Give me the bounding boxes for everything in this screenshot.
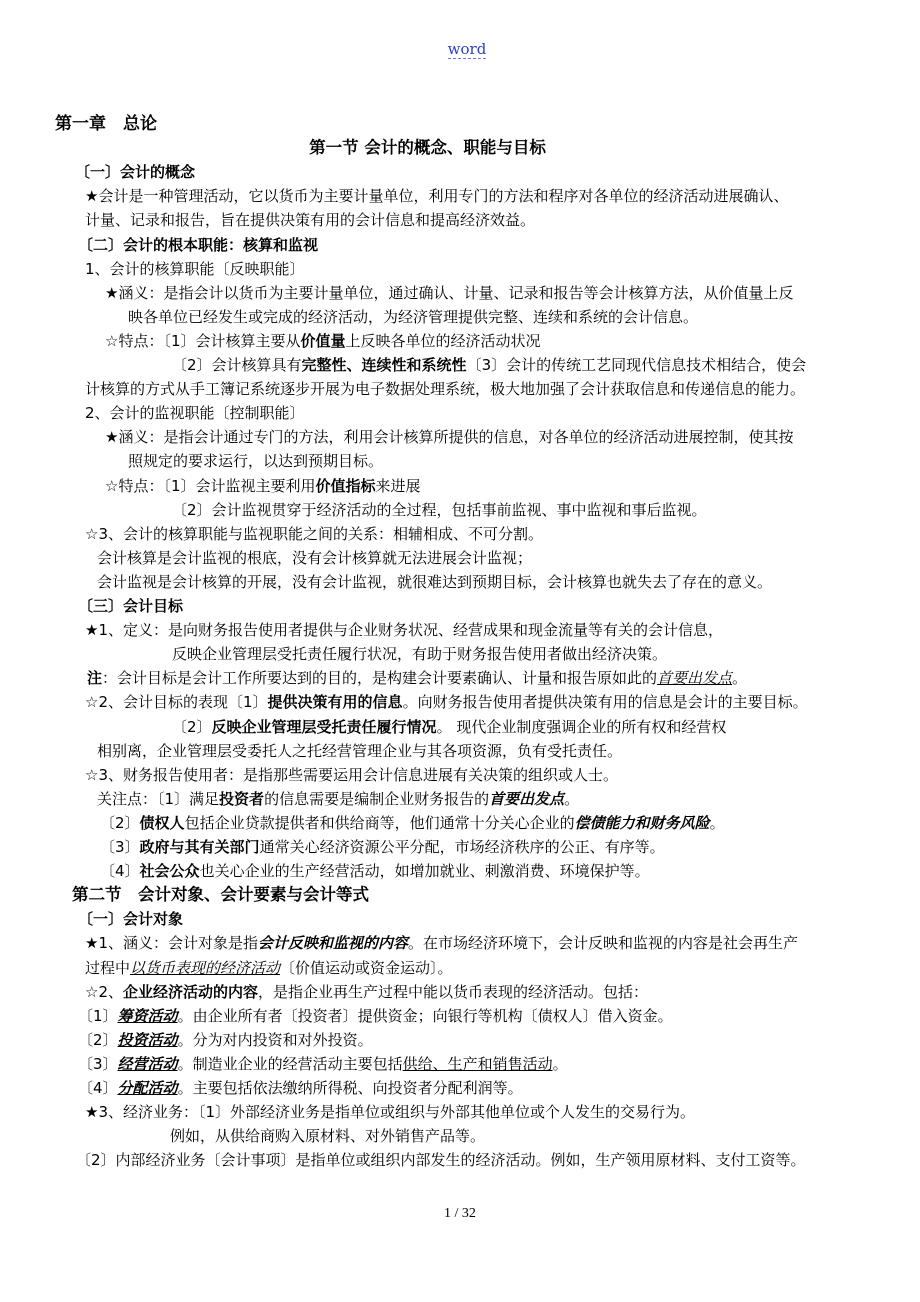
- paragraph-line: [128, 305, 698, 329]
- section-title: [72, 883, 369, 907]
- text-run: 。由企业所有者〔投资者〕提供资金；向银行等机构〔债权人〕借入资金。: [177, 1006, 673, 1025]
- text-run: 。 现代企业制度强调企业的所有权和经营权: [436, 717, 727, 736]
- text-run: ★涵义：是指会计通过专门的方法，利用会计核算所提供的信息，对各单位的经济活动进展控制，使其按: [105, 428, 794, 447]
- emphasized-text: 注: [87, 669, 103, 688]
- paragraph-line: [78, 1076, 523, 1100]
- text-run: 映各单位已经发生或完成的经济活动，为经济管理提供完整、连续和系统的会计信息。: [128, 307, 699, 326]
- header-word-link[interactable]: [0, 40, 920, 58]
- emphasized-text: 供给、生产和销售活动: [402, 1054, 553, 1073]
- emphasized-text: 会计反映和监视的内容: [258, 934, 409, 953]
- paragraph-line: [100, 859, 650, 883]
- paragraph-line: [105, 425, 793, 449]
- text-run: ：会计目标是会计工作所要达到的目的，是构建会计要素确认、计量和报告原如此的: [102, 669, 658, 688]
- text-run: 也关心企业的生产经营活动，如增加就业、刺激消费、环境保护等。: [199, 862, 650, 881]
- paragraph-line: [78, 1052, 568, 1076]
- text-run: 〔3〕会计的传统工艺同现代信息技术相结合，使会: [466, 356, 807, 374]
- emphasized-text: 债权人: [139, 813, 185, 832]
- text-run: 〔三〕会计目标: [78, 597, 184, 615]
- text-run: ★1、定义：是向财务报告使用者提供与企业财务状况、经营成果和现金流量等有关的会计信息，: [85, 621, 723, 640]
- page-number: 1 / 32: [444, 1206, 476, 1221]
- paragraph-line: [85, 522, 543, 546]
- text-run: 照规定的要求运行，以达到预期目标。: [128, 452, 384, 471]
- text-run: 会计核算是会计监视的根底，没有会计核算就无法进展会计监视；: [97, 548, 533, 567]
- paragraph-line: [105, 329, 541, 353]
- emphasized-text: 价值量: [300, 331, 346, 350]
- paragraph-line: [172, 353, 806, 377]
- paragraph-line: [85, 377, 805, 401]
- text-run: 〔2〕会计监视贯穿于经济活动的全过程，包括事前监视、事中监视和事后监视。: [172, 500, 707, 519]
- text-run: 通常关心经济资源公平分配，市场经济秩序的公正、有序等。: [259, 838, 665, 856]
- paragraph-line: [85, 690, 808, 714]
- paragraph-line: [170, 1124, 485, 1148]
- text-run: 〔4〕: [78, 1079, 118, 1097]
- text-run: 〔二〕会计的根本职能：核算和监视: [78, 235, 319, 254]
- text-run: 。: [552, 1054, 568, 1073]
- text-run: 。在市场经济环境下，会计反映和监视的内容是社会再生产: [408, 934, 799, 953]
- chapter-title: [55, 112, 157, 136]
- paragraph-line: [172, 642, 667, 666]
- text-run: 〔一〕会计的概念: [75, 163, 196, 182]
- text-run: 。: [732, 669, 748, 688]
- text-run: 的信息需要是编制企业财务报告的: [264, 789, 490, 808]
- emphasized-text: 完整性、连续性和系统性: [301, 356, 467, 374]
- text-run: 1、会计的核算职能〔反映职能〕: [85, 259, 305, 278]
- paragraph-line: [76, 1148, 806, 1172]
- paragraph-line: [97, 787, 579, 811]
- text-run: 过程中: [85, 958, 131, 977]
- emphasized-text: 首要出发点: [489, 789, 565, 808]
- paragraph-line: [85, 184, 788, 208]
- paragraph-line: [85, 956, 453, 980]
- paragraph-line: [85, 618, 723, 642]
- text-run: ★会计是一种管理活动，它以货币为主要计量单位，利用专门的方法和程序对各单位的经济活动进展确认、: [85, 187, 789, 206]
- paragraph-line: [85, 763, 618, 787]
- paragraph-line: [85, 208, 535, 232]
- text-run: 〔2〕: [100, 813, 140, 832]
- text-run: 。分为对内投资和对外投资。: [177, 1030, 373, 1049]
- text-run: ☆特点：〔1〕会计监视主要利用: [105, 476, 316, 495]
- emphasized-text: 社会公众: [139, 862, 200, 881]
- emphasized-text: 筹资活动: [117, 1006, 178, 1025]
- text-run: ★涵义：是指会计以货币为主要计量单位，通过确认、计量、记录和报告等会计核算方法，从价值量上反: [105, 283, 794, 302]
- paragraph-line: [85, 257, 305, 281]
- paragraph-line: [85, 980, 648, 1004]
- subsection-heading: [78, 907, 183, 931]
- section-title: [0, 136, 855, 160]
- subsection-heading: [78, 233, 318, 257]
- emphasized-text: 反映企业管理层受托责任履行情况: [211, 717, 437, 736]
- emphasized-text: 以货币表现的经济活动: [130, 958, 281, 977]
- text-run: 。: [709, 813, 725, 832]
- emphasized-text: 投资活动: [117, 1030, 178, 1049]
- text-run: ☆2、: [85, 982, 123, 1001]
- paragraph-line: [172, 715, 726, 739]
- paragraph-line: [85, 401, 305, 425]
- emphasized-text: 价值指标: [315, 476, 376, 495]
- text-run: 〔2〕: [172, 717, 212, 736]
- text-run: ☆2、会计目标的表现〔1〕: [85, 693, 268, 712]
- emphasized-text: 提供决策有用的信息: [267, 693, 403, 712]
- text-run: 2、会计的监视职能〔控制职能〕: [85, 404, 305, 423]
- text-run: 计核算的方式从手工簿记系统逐步开展为电子数据处理系统，极大地加强了会计获取信息和传递信息的能力。: [85, 380, 806, 399]
- text-run: 〔价值运动或资金运动〕。: [280, 958, 453, 977]
- emphasized-text: 经营活动: [117, 1054, 178, 1073]
- text-run: 例如，从供给商购入原材料、对外销售产品等。: [170, 1127, 486, 1146]
- text-run: ★1、涵义：会计对象是指: [85, 934, 258, 953]
- paragraph-line: [78, 1004, 673, 1028]
- emphasized-text: 政府与其有关部门: [139, 838, 260, 856]
- emphasized-text: 投资者: [219, 789, 265, 808]
- paragraph-line: [105, 281, 793, 305]
- text-run: 。向财务报告使用者提供决策有用的信息是会计的主要目标。: [402, 693, 808, 712]
- text-run: 〔4〕: [100, 862, 140, 881]
- text-run: ☆3、财务报告使用者：是指那些需要运用会计信息进展有关决策的组织或人士。: [85, 765, 618, 784]
- paragraph-line: [100, 811, 725, 835]
- text-run: ，是指企业再生产过程中能以货币表现的经济活动。包括：: [258, 982, 649, 1001]
- paragraph-line: [100, 835, 665, 859]
- text-run: 会计监视是会计核算的开展，没有会计监视，就很难达到预期目标，会计核算也就失去了存在的意义。: [97, 572, 773, 591]
- paragraph-line: [85, 1100, 695, 1124]
- emphasized-text: 首要出发点: [657, 669, 733, 688]
- text-run: 〔3〕: [100, 838, 140, 856]
- emphasized-text: 企业经济活动的内容: [123, 982, 259, 1001]
- paragraph-line: [97, 739, 622, 763]
- text-run: 包括企业贷款提供者和供给商等，他们通常十分关心企业的: [184, 813, 575, 832]
- paragraph-line: [97, 546, 532, 570]
- text-run: 反映企业管理层受托责任履行状况，有助于财务报告使用者做出经济决策。: [172, 645, 668, 664]
- text-run: 来进展: [375, 476, 421, 495]
- text-run: 。主要包括依法缴纳所得税、向投资者分配利润等。: [177, 1079, 523, 1097]
- text-run: 关注点：〔1〕满足: [97, 789, 220, 808]
- text-run: 〔2〕会计核算具有: [172, 356, 302, 374]
- paragraph-line: [172, 498, 707, 522]
- text-run: ☆特点：〔1〕会计核算主要从: [105, 331, 301, 350]
- subsection-heading: [75, 160, 195, 184]
- text-run: 〔3〕: [78, 1054, 118, 1073]
- paragraph-line: [97, 570, 772, 594]
- text-run: 〔2〕: [78, 1030, 118, 1049]
- subsection-heading: [78, 594, 183, 618]
- text-run: 第二节 会计对象、会计要素与会计等式: [72, 885, 369, 905]
- emphasized-text: 偿债能力和财务风险: [574, 813, 710, 832]
- text-run: ★3、经济业务：〔1〕外部经济业务是指单位或组织与外部其他单位或个人发生的交易行为。: [85, 1103, 696, 1122]
- text-run: 〔1〕: [78, 1006, 118, 1025]
- paragraph-line: [87, 666, 747, 690]
- text-run: 第一章 总论: [55, 114, 157, 134]
- paragraph-line: [78, 1028, 373, 1052]
- header-link-text[interactable]: word: [447, 40, 487, 58]
- text-run: 相别离，企业管理层受委托人之托经营管理企业与其各项资源，负有受托责任。: [97, 741, 623, 760]
- paragraph-line: [128, 449, 383, 473]
- emphasized-text: 分配活动: [117, 1079, 178, 1097]
- text-run: 〔2〕内部经济业务〔会计事项〕是指单位或组织内部发生的经济活动。例如，生产领用原材料、支付工资等。: [76, 1151, 806, 1170]
- paragraph-line: [105, 474, 421, 498]
- text-run: 〔一〕会计对象: [78, 910, 184, 929]
- text-run: 。制造业企业的经营活动主要包括: [177, 1054, 403, 1073]
- text-run: 。: [564, 789, 580, 808]
- text-run: ☆3、会计的核算职能与监视职能之间的关系：相辅相成、不可分割。: [85, 524, 543, 543]
- text-run: 上反映各单位的经济活动状况: [345, 331, 541, 350]
- text-run: 计量、记录和报告，旨在提供决策有用的会计信息和提高经济效益。: [85, 211, 536, 230]
- paragraph-line: [85, 931, 798, 955]
- text-run: 第一节 会计的概念、职能与目标: [309, 138, 546, 158]
